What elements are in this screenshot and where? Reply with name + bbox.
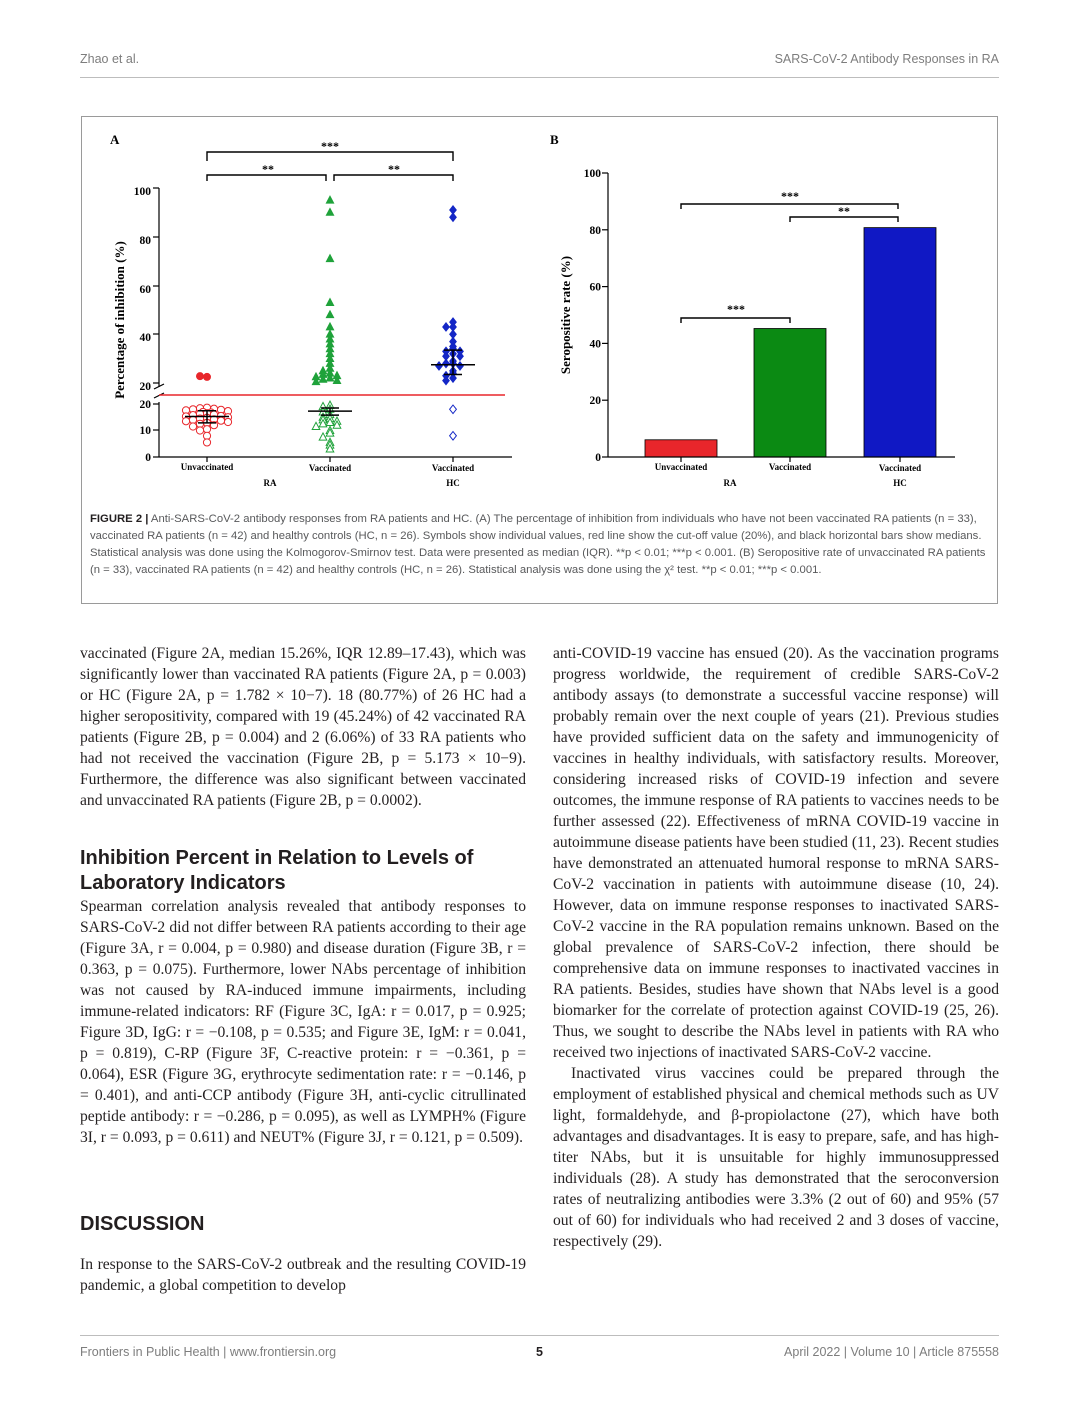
panel-a-ylabel: Percentage of inhibition (%) <box>112 241 127 399</box>
panel-b-ytick: 40 <box>589 338 601 351</box>
section-heading: Inhibition Percent in Relation to Levels of Laboratory Indicators <box>80 847 474 894</box>
panel-b-group-label: HC <box>893 478 907 488</box>
running-head-authors: Zhao et al. <box>80 52 140 66</box>
panel-a-ytick: 0 <box>145 452 151 464</box>
data-point <box>450 405 457 414</box>
data-point <box>196 427 203 434</box>
sig-stars: *** <box>727 302 745 316</box>
section-heading-discussion: DISCUSSION <box>80 1213 205 1235</box>
panel-b-label: B <box>550 132 559 147</box>
sig-stars: *** <box>781 189 799 203</box>
figure-caption-label: FIGURE 2 | <box>90 513 149 525</box>
data-point <box>450 213 457 222</box>
data-point <box>443 323 450 332</box>
panel-b-ytick: 80 <box>589 224 601 237</box>
panel-b-ylabel: Seropositive rate (%) <box>558 255 573 375</box>
panel-a-ytick: 80 <box>139 235 151 247</box>
data-point <box>196 420 203 427</box>
data-point <box>450 432 457 441</box>
panel-a-ytick: 100 <box>133 186 151 198</box>
data-point <box>189 416 196 423</box>
footer-journal: Frontiers in Public Health | www.frontiersin.org <box>80 1345 337 1359</box>
body-paragraph: vaccinated (Figure 2A, median 15.26%, IQR 12.89–17.43), which was significantly lower than vaccinated RA patients (Figure 2A, p = 0.003) or HC (Figure 2A, p = 1.782 × 10−7). 18 (80.77%) of 26 HC had a higher seropositivity, compared with 19 (45.24%) of 42 vaccinated RA patients (Figure 2B, p = 0.004) and 2 (6.06%) of 33 RA patients who had not received the vaccination (Figure 2B, p = 5.173 × 10−9). Furthermore, the difference was also significant between vaccinated and unvaccinated RA patients (Figure 2B, p = 0.0002). <box>80 645 526 809</box>
panel-a-ytick: 20 <box>139 399 151 411</box>
panel-a-group-label: RA <box>263 478 277 488</box>
data-point <box>224 418 231 425</box>
panel-b-ytick: 20 <box>589 395 601 408</box>
panel-a-ytick: 10 <box>139 425 151 437</box>
panel-b-ytick: 0 <box>595 452 601 464</box>
panel-a-group-label: HC <box>446 478 460 488</box>
figure-caption-text: Anti-SARS-CoV-2 antibody responses from RA patients and HC. (A) The percentage of inhibition from individuals who have not been vaccinated RA patients (n = 33), vaccinated RA patients (n = 42) and healthy controls (HC, n = 26). Symbols show individual values, red line show the cut-off value (20%), and black horizontal bars show medians. Statistical analysis was done using the Kolmogorov-Smirnov test. Data were presented as median (IQR). **p < 0.01; ***p < 0.001. (B) Seropositive rate of unvaccinated RA patients (n = 33), vaccinated RA patients (n = 42) and healthy controls (HC, n = 26). Statistical analysis was done using the χ² test. **p < 0.01; ***p < 0.001. <box>90 513 986 576</box>
bar <box>864 228 936 457</box>
data-point <box>203 439 210 446</box>
data-point <box>457 362 464 371</box>
panel-a-xtick: Vaccinated <box>308 463 352 473</box>
running-head-title: SARS-CoV-2 Antibody Responses in RA <box>774 52 999 66</box>
page-number: 5 <box>536 1345 543 1359</box>
left-column-bottom <box>80 1254 526 1296</box>
sig-stars: ** <box>262 162 274 176</box>
panel-b-group-label: RA <box>723 478 737 488</box>
data-point <box>326 298 334 305</box>
panel-a-chart <box>100 125 520 495</box>
header-rule <box>80 77 999 78</box>
panel-b-xtick: Vaccinated <box>768 462 812 472</box>
data-point <box>217 417 224 424</box>
data-point <box>182 418 189 425</box>
panel-a-ytick: 40 <box>139 332 151 344</box>
data-point <box>203 373 210 380</box>
footer-issue: April 2022 | Volume 10 | Article 875558 <box>784 1345 999 1359</box>
panel-a-label: A <box>110 132 120 147</box>
panel-a-points <box>182 196 475 452</box>
bar <box>754 329 826 457</box>
left-column-top <box>80 643 526 811</box>
sig-stars: ** <box>838 204 850 218</box>
left-column-middle <box>80 896 526 1148</box>
data-point <box>196 373 203 380</box>
figure-caption <box>90 511 990 579</box>
data-point <box>326 196 334 203</box>
panel-a-xtick: Vaccinated <box>431 463 475 473</box>
panel-a-xtick: Unvaccinated <box>180 462 234 472</box>
body-paragraph: In response to the SARS-CoV-2 outbreak and the resulting COVID-19 pandemic, a global competition to develop <box>80 1256 526 1294</box>
data-point <box>312 422 320 429</box>
data-point <box>326 311 334 318</box>
right-column <box>553 643 999 1252</box>
body-paragraph: Inactivated virus vaccines could be prepared through the employment of established physical and chemical methods such as UV light, formaldehyde, and β-propiolactone (27), which have both advantages and disadvantages. It is easy to prepare, safe, and has high-titer NAbs, but it is unsuitable for highly immunosuppressed individuals (28). A study has demonstrated that the seroconversion rates of neutralizing antibodies were 3.3% (2 out of 60) and 95% (57 out of 60) for individuals who had received 2 and 3 doses of vaccine, respectively (29). <box>553 1065 999 1250</box>
panel-b-ytick: 60 <box>589 281 601 294</box>
data-point <box>326 208 334 215</box>
panel-a-ytick: 60 <box>139 284 151 296</box>
sig-stars: *** <box>321 139 339 153</box>
panel-b-xtick: Vaccinated <box>878 463 922 473</box>
panel-b-xtick: Unvaccinated <box>654 462 708 472</box>
data-point <box>326 323 334 330</box>
data-point <box>189 423 196 430</box>
data-point <box>203 432 210 439</box>
data-point <box>326 254 334 261</box>
panel-b-bars <box>645 228 936 457</box>
body-paragraph: anti-COVID-19 vaccine has ensued (20). As the vaccination programs progress worldwide, the requirement of credible SARS-CoV-2 antibody assays (to demonstrate a successful vaccine response) will probably remain over the next couple of years (21). Previous studies have provided sufficient data on the safety and immunogenicity of vaccines in healthy individuals, with satisfactory results. Moreover, considering increased risks of COVID-19 infection and severe outcomes, the immune response of RA patients to vaccines needs to be further assessed (22). Effectiveness of mRNA COVID-19 vaccine in autoimmune disease patients have been studied (11, 23). Recent studies have demonstrated an attenuated humoral response to mRNA SARS-CoV-2 vaccination in patients with autoimmune disease (10, 24). However, data on immune response responses to inactivated SARS-CoV-2 vaccine in the RA population remains unknown. Based on the global prevalence of SARS-CoV-2 infection, there should be comprehensive data on immune responses to inactivated vaccines in RA patients. Besides, studies have shown that NAbs level is a good biomarker for the correlate of protection against COVID-19 (25, 26). Thus, we sought to describe the NAbs level in patients with RA who received two injections of inactivated SARS-CoV-2 vaccine. <box>553 645 999 1061</box>
body-paragraph: Spearman correlation analysis revealed that antibody responses to SARS-CoV-2 did not differ between RA patients according to their age (Figure 3A, r = 0.004, p = 0.980) and disease duration (Figure 3B, r = 0.363, p = 0.075). Furthermore, lower NAbs percentage of inhibition was not caused by RA-induced immune impairments, including immune-related indicators: RF (Figure 3C, IgA: r = 0.017, p = 0.925; Figure 3D, IgG: r = −0.108, p = 0.535; and Figure 3E, IgM: r = 0.041, p = 0.819), C-RP (Figure 3F, C-reactive protein: r = −0.361, p = 0.064), ESR (Figure 3G, erythrocyte sedimentation rate: r = −0.146, p = 0.401), and anti-CCP antibody (Figure 3H, anti-cyclic citrullinated peptide antibody: r = −0.286, p = 0.095), as well as LYMPH% (Figure 3I, r = 0.093, p = 0.611) and NEUT% (Figure 3J, r = 0.121, p = 0.509). <box>80 898 526 1146</box>
sig-stars: ** <box>388 162 400 176</box>
panel-a-ytick: 20 <box>139 381 151 393</box>
panel-b-chart <box>540 125 980 495</box>
bar <box>645 440 717 457</box>
data-point <box>436 362 443 371</box>
panel-b-ytick: 100 <box>583 168 601 180</box>
data-point <box>203 426 210 433</box>
panel-a-significance-brackets <box>207 152 453 181</box>
footer-rule <box>80 1335 999 1336</box>
data-point <box>443 359 450 368</box>
